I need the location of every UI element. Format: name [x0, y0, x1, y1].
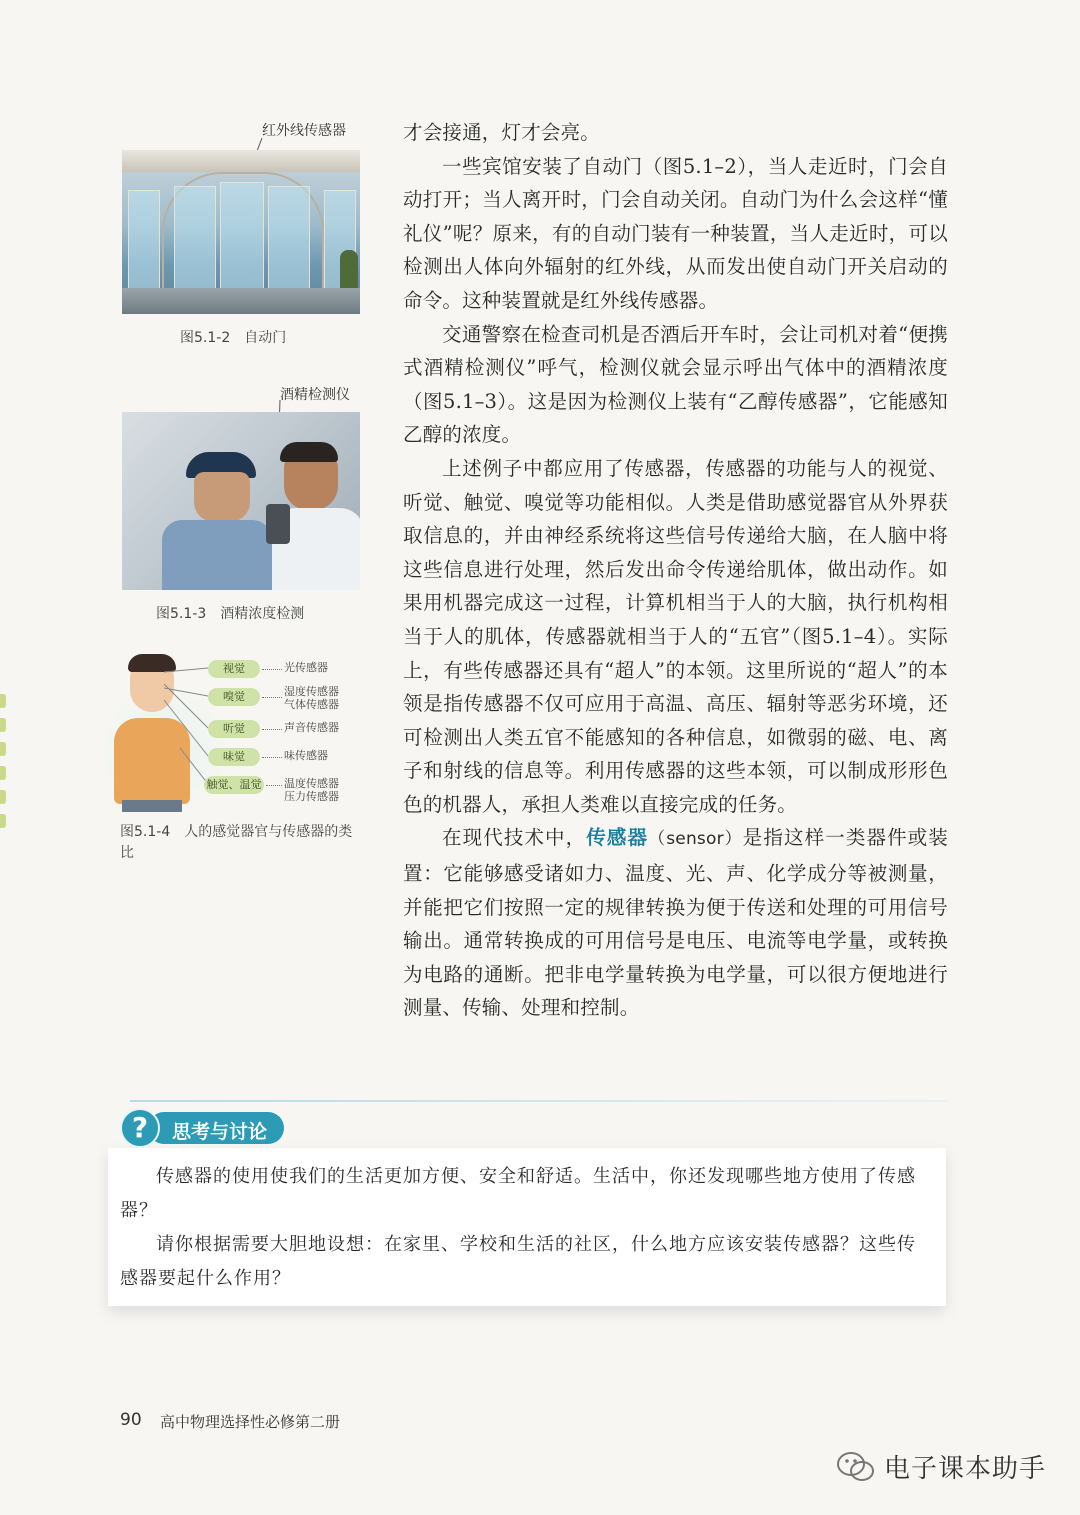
sense-sight: 视觉 [208, 660, 260, 678]
edge-tab [0, 742, 6, 756]
connector [262, 669, 282, 670]
connector [262, 697, 282, 698]
book-title: 高中物理选择性必修第二册 [160, 1413, 341, 1431]
watermark [836, 1448, 1046, 1485]
discussion-badge [118, 1108, 288, 1148]
automatic-door-photo [122, 150, 360, 314]
breathalyzer-callout: 酒精检测仪 [280, 387, 350, 403]
paragraph: 交通警察在检查司机是否酒后开车时，会让司机对着“便携式酒精检测仪”呼气，检测仪就会显示呼出气体中的酒精浓度（图5.1–3）。这是因为检测仪上装有“乙醇传感器”，它能感知乙醇的浓度。 [403, 322, 948, 447]
edge-tab [0, 814, 6, 828]
connector [262, 757, 282, 758]
edge-tab [0, 790, 6, 804]
sensor-temp-pressure: 温度传感器 压力传感器 [284, 777, 339, 803]
sensor-humidity-gas: 湿度传感器 气体传感器 [284, 685, 339, 711]
sense-taste: 味觉 [208, 748, 260, 766]
sense-touch-temp: 触觉、温觉 [204, 776, 264, 794]
discussion-rule [130, 1100, 948, 1102]
paragraph: 一些宾馆安装了自动门（图5.1–2），当人走近时，门会自动打开；当人离开时，门会自动关闭。自动门为什么会这样“懂礼仪”呢？原来，有的自动门装有一种装置，当人走近时，可以检测出人体向外辐射的红外线，从而发出使自动门开关启动的命令。这种装置就是红外线传感器。 [403, 154, 948, 312]
watermark-text: 电子课本助手 [884, 1454, 1047, 1484]
connector [262, 729, 282, 730]
sensor-taste: 味传感器 [284, 749, 328, 762]
paragraph [403, 821, 948, 1025]
page-number: 90 [120, 1410, 142, 1430]
edge-tab [0, 718, 6, 732]
senses-caption: 图5.1-4 人的感觉器官与传感器的类比 [120, 824, 353, 861]
sensor-light: 光传感器 [284, 661, 328, 674]
breathalyzer-caption: 图5.1-3 酒精浓度检测 [156, 606, 305, 622]
sensor-sound: 声音传感器 [284, 721, 339, 734]
edge-tab [0, 766, 6, 780]
connector [266, 785, 282, 786]
discussion-question: 传感器的使用使我们的生活更加方便、安全和舒适。生活中，你还发现哪些地方使用了传感器？ [120, 1166, 916, 1221]
paragraph-lead: 在现代技术中， [442, 826, 587, 850]
discussion-text [120, 1160, 930, 1296]
key-term: 传感器 [586, 826, 649, 850]
senses-diagram [104, 650, 362, 820]
sense-smell: 嗅觉 [208, 688, 260, 706]
door-callout: 红外线传感器 [262, 123, 346, 139]
paragraph: 才会接通，灯才会亮。 [403, 121, 601, 144]
english-term: （sensor） [648, 829, 743, 850]
sense-hearing: 听觉 [208, 720, 260, 738]
body-text [403, 116, 948, 1025]
paragraph-rest: 是指这样一类器件或装置：它能够感受诸如力、温度、光、声、化学成分等被测量，并能把它们按照一定的规律转换为便于传送和处理的可用信号输出。通常转换成的可用信号是电压、电流等电学量，或转换为电路的通断。把非电学量转换为电学量，可以很方便地进行测量、传输、处理和控制。 [403, 826, 948, 1020]
paragraph: 上述例子中都应用了传感器，传感器的功能与人的视觉、听觉、触觉、嗅觉等功能相似。人类是借助感觉器官从外界获取信息的，并由神经系统将这些信号传递给大脑，在人脑中将这些信息进行处理，然后发出命令传递给肌体，做出动作。如果用机器完成这一过程，计算机相当于人的大脑，执行机构相当于人的肌体，传感器就相当于人的“五官”（图5.1–4）。实际上，有些传感器还具有“超人”的本领。这里所说的“超人”的本领是指传感器不仅可应用于高温、高压、辐射等恶劣环境，还可检测出人类五官不能感知的各种信息，如微弱的磁、电、离子和射线的信息等。利用传感器的这些本领，可以制成形形色色的机器人，承担人类难以直接完成的任务。 [403, 456, 948, 816]
question-icon: ? [120, 1108, 160, 1148]
wechat-icon [836, 1450, 876, 1484]
discussion-question: 请你根据需要大胆地设想：在家里、学校和生活的社区，什么地方应该安装传感器？这些传感器要起什么作用？ [120, 1234, 916, 1289]
door-caption: 图5.1-2 自动门 [180, 330, 287, 346]
edge-tab [0, 694, 6, 708]
discussion-title: 思考与讨论 [172, 1121, 268, 1143]
breathalyzer-photo [122, 412, 360, 590]
